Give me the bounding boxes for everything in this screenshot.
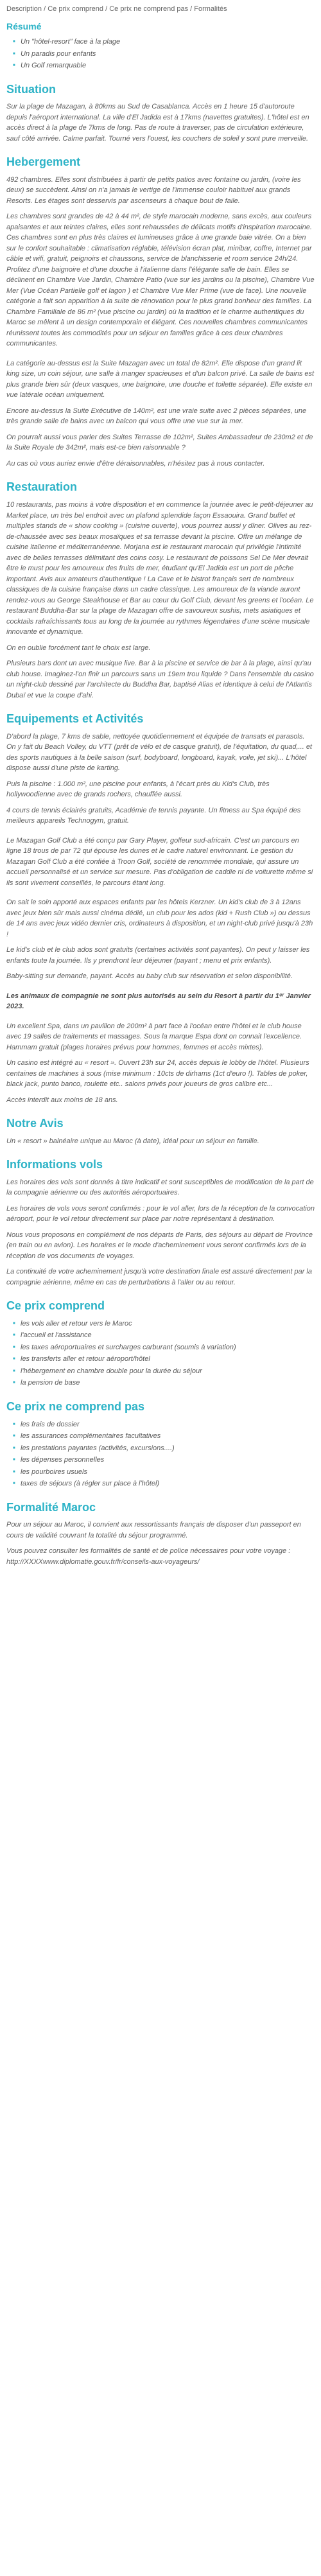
hebergement-p5: On pourrait aussi vous parler des Suites Terrasse de 102m², Suites Ambassadeur de 230m2 et de la Suite Royale de 342m², mais est-ce bien raisonnable ? xyxy=(6,433,313,452)
vols-p3: Nous vous proposons en complément de nos départs de Paris, des séjours au départ de Province (en train ou en avion). Les horaires et le mode d'acheminement vous seront confirmés lors de la réception de vos documents de voyages. xyxy=(6,1231,313,1260)
equipements-p2: Puis la piscine : 1.000 m², une piscine pour enfants, à l'écart près du Kid's Club, très hollywoodienne avec de grands rochers, chauffée aussi. xyxy=(6,780,270,799)
equipements-p4: Le Mazagan Golf Club a été conçu par Gary Player, golfeur sud-africain. C'est un parcours en ligne 18 trous de par 72 qui épouse les dunes et le cadre naturel environnant. Le gestion du Mazagan Golf Club a été confiée à Troon Golf, société de renommée mondiale, qui assure un accueil personnalisé et un service sur mesure. Pas d'obligation de caddie ni de voiturette même si ils sont vivement conseillés, le parcours étant long. xyxy=(6,836,313,887)
vols-p1: Les horaires des vols sont donnés à titre indicatif et sont susceptibles de modification de la part de la compagnie aérienne ou des autorités aéroportuaires. xyxy=(6,1178,314,1197)
hebergement-p1: 492 chambres. Elles sont distribuées à partir de petits patios avec fontaine ou jardin, (voire les deux) se succèdent. Ainsi on n'a jamais le vertige de l'immense couloir habituel aux grands Resorts. Les étages sont desservis par ascenseurs à chaque bout de faile. xyxy=(6,175,301,205)
vols-p4: La continuité de votre acheminement jusqu'à votre destination finale est assuré directement par la compagnie aérienne, même en cas de perturbations à l'aller ou au retour. xyxy=(6,1268,312,1286)
tab-bar: Description / Ce prix comprend / Ce prix ne comprend pas / Formalités xyxy=(6,5,227,13)
notre-avis-title: Notre Avis xyxy=(6,1117,64,1130)
restauration-p2: On en oublie forcément tant le choix est large. xyxy=(6,644,151,652)
ce-prix-comprend-title: Ce prix comprend xyxy=(6,1299,105,1313)
list-item: ■ les frais de dossier xyxy=(21,1419,315,1430)
hebergement-p4: Encore au-dessus la Suite Exécutive de 140m², est une vraie suite avec 2 pièces séparées, une très grande salle de bains avec un balcon qui vous offre une vue sur la mer. xyxy=(6,407,307,426)
list-item: ■ Un Golf remarquable xyxy=(21,60,315,71)
list-item: ■ les assurances complémentaires facultatives xyxy=(21,1431,315,1442)
list-item: ■ les taxes aéroportuaires et surcharges carburant (soumis à variation) xyxy=(21,1342,315,1353)
formalites-p1: Pour un séjour au Maroc, il convient aux ressortissants français de disposer d'un passeport en cours de validité couvrant la totalité du séjour programmé. xyxy=(6,1521,301,1539)
list-item: ■ l'hébergement en chambre double pour la durée du séjour xyxy=(21,1366,315,1377)
tab-ce-prix-comprend[interactable]: Ce prix comprend xyxy=(48,5,104,13)
ce-prix-ne-comprend-pas-title: Ce prix ne comprend pas xyxy=(6,1399,145,1413)
hebergement-p6: Au cas où vous auriez envie d'être déraisonnables, n'hésitez pas à nous contacter. xyxy=(6,459,265,468)
equipements-p7: Baby-sitting sur demande, payant. Accès au baby club sur réservation et selon disponibilité. xyxy=(6,972,293,981)
list-item: ■ les transferts aller et retour aéroport/hôtel xyxy=(21,1354,315,1365)
list-item: ■ les vols aller et retour vers le Maroc xyxy=(21,1319,315,1329)
restauration-p1: 10 restaurants, pas moins à votre disposition et en commence la journée avec le petit-déjeuner au Market place, un très bel endroit avec un plafond splendide façon Essaouira. Grand buffet et multiples stands de « show cooking » (cuisine ouverte), vous pourrez aussi y dîner. Olives au rez-de-chaussée avec ses beaux mosaïques et sa terrasse devant la piscine. Offre un mélange de cuisine italienne et méditerranéenne. Morjana est le restaurant marocain qui privilégie l'intimité avec de belles terrasses délimitant des coins cosy. Le restaurant de poissons Sel De Mer devrait être le must pour les amoureux des fruits de mer, étudiant qu'El Jadida est un port de pêche important. Avis aux amateurs d'authentique ! La Cave et le bistrot français sert de nombreux classiques de la cuisine française dans un cadre classique. Les amoureux de la viande auront rendez-vous au George Steakhouse et Bar au cœur du Golf Club, devant les greens et l'océan. Le restaurant Buddha-Bar sur la plage de Mazagan offre de savoureux sushis, mets asiatiques et cocktails rafraîchissants tous au long de la journée au rythmes légendaires d'une scène musicale innovante et dynamique. xyxy=(6,501,314,636)
restauration-title: Restauration xyxy=(6,480,78,494)
resume-list xyxy=(6,37,315,71)
hebergement-p2: Les chambres sont grandes de 42 à 44 m², de style marocain moderne, sans excès, aux couleurs apaisantes et aux teintes claires, elles sont rehaussées de délicats motifs d'inspiration marocaine. Ces chambres sont en plus très claires et lumineuses grâce à une grande baie vitrée. On a bien sur le confort souhaitable : climatisation réglable, télévision écran plat, minibar, coffre, Internet par câble et wifi, gratuit, peignoirs et chaussons, service de blanchisserie et room service 24h/24. Profitez d'une baignoire et d'une douche à l'italienne dans l'élégante salle de bain. Elles se déclinent en Chambre Vue Jardin, Chambre Patio (vue sur les jardins ou la piscine), Chambre Vue Mer (Vue Océan Partielle golf et lagon ) et Chambre Vue Mer Prime (vue de face). Une nouvelle catégorie a fait son apparition à la suite de rénovation pour le plus grand bonheur des familles. La Chambre Familiale de 86 m² (vue piscine ou jardin) où la tradition et le charme authentiques du Maroc se mêlent à un design contemporain et élégant. Ces nouvelles chambres communicantes réunissent toutes les commodités pour un séjour en familles grâce à ces deux chambres communicantes. xyxy=(6,213,315,348)
tab-description[interactable]: Description xyxy=(6,5,42,13)
equipements-p3: 4 cours de tennis éclairés gratuits, Académie de tennis payante. Un fitness au Spa équipé des meilleurs appareils Technogym, gratuit. xyxy=(6,806,301,825)
list-item: ■ taxes de séjours (à régler sur place à l'hôtel) xyxy=(21,1478,315,1489)
list-item: ■ les pourboires usuels xyxy=(21,1467,315,1478)
equipements-p8: Les animaux de compagnie ne sont plus autorisés au sein du Resort à partir du 1ᵉʳ Janvier 2023. xyxy=(6,992,311,1011)
list-item: ■ les dépenses personnelles xyxy=(21,1455,315,1466)
equipements-p10: Un casino est intégré au « resort ». Ouvert 23h sur 24, accès depuis le lobby de l'hôtel. Plusieurs centaines de machines à sous (mise minimum : 10cts de dirhams (1ct d'euro !). Tables de poker, black jack, punto banco, roulette etc.. salons privés pour joueurs de gros calibre etc... xyxy=(6,1059,309,1089)
equipements-p1: D'abord la plage, 7 kms de sable, nettoyée quotidiennement et équipée de transats et parasols. On y fait du Beach Volley, du VTT (prêt de vélo et de casque gratuit), de l'équitation, du quad,... et des sports nautiques à la belle saison (surf, bodyboard, longboard, kayak, voile, jet ski)... L'hôtel dispose aussi d'une piste de karting. xyxy=(6,732,312,773)
informations-vols-title: Informations vols xyxy=(6,1158,103,1171)
formalites-p2: Vous pouvez consulter les formalités de santé et de police nécessaires pour votre voyage : http://XXXXwww.diplomatie.gouv.fr/fr/conseils-aux-voyageurs/ xyxy=(6,1547,291,1566)
equipements-p11: Accès interdit aux moins de 18 ans. xyxy=(6,1096,118,1104)
situation-title: Situation xyxy=(6,82,56,96)
situation-text: Sur la plage de Mazagan, à 80kms au Sud de Casablanca. Accès en 1 heure 15 d'autoroute depuis l'aéroport international. La ville d'El Jadida est à 17kms (navettes gratuites). L'hôtel est en accès direct à la plage de 7kms de long. Pas de route à traverser, pas de circulation extérieure, sauf côté arrivée. Calme parfait. Tourné vers l'ouest, les couchers de soleil y sont pure merveille. xyxy=(6,103,309,143)
equipements-p9: Un excellent Spa, dans un pavillon de 200m² à part face à l'océan entre l'hôtel et le club house avec 19 salles de traitements et massages. Sous la marque Espa dont on connait l'excellence. Hammam gratuit (plages horaires prévus pour hommes, femmes et accès mixtes). xyxy=(6,1022,302,1051)
list-item: ■ les prestations payantes (activités, excursions....) xyxy=(21,1443,315,1454)
restauration-p3: Plusieurs bars dont un avec musique live. Bar à la piscine et service de bar à la plage, ainsi qu'au club house. Imaginez-l'on finir un parcours sans un 19em trou liquide ? Dans l'ensemble du casino un night-club dessiné par l'architecte du Buddha Bar, baptisé Alias et identique à celui de l'Atlantis Dubaï et vue la coupe d'ahi. xyxy=(6,660,314,699)
list-item: ■ la pension de base xyxy=(21,1378,315,1389)
formalites-title: Formalité Maroc xyxy=(6,1500,96,1514)
tab-ce-prix-ne-comprend-pas[interactable]: Ce prix ne comprend pas xyxy=(109,5,189,13)
ce-prix-ne-comprend-pas-list xyxy=(6,1419,315,1489)
notre-avis-text: Un « resort » balnéaire unique au Maroc (à date), idéal pour un séjour en famille. xyxy=(6,1137,259,1145)
equipements-p5: On sait le soin apporté aux espaces enfants par les hôtels Kerzner. Un kid's club de 3 à 12ans avec jeux bien sûr mais aussi cinéma dédié, un club pour les ados (kid + Rush Club ») ou dessus de 14 ans avec jeux vidéo dernier cris, ordinateurs à disposition, et un night-club privé jusqu'à 23h ! xyxy=(6,898,313,938)
vols-p2: Les horaires de vols vous seront confirmés : pour le vol aller, lors de la réception de la convocation aéroport, pour le vol retour directement sur place par notre représentant à destination. xyxy=(6,1204,315,1223)
list-item: ■ l'accueil et l'assistance xyxy=(21,1330,315,1341)
ce-prix-comprend-list xyxy=(6,1319,315,1389)
equipements-title: Equipements et Activités xyxy=(6,712,144,726)
resume-title: Résumé xyxy=(6,21,42,31)
hebergement-p3: La catégorie au-dessus est la Suite Mazagan avec un total de 82m². Elle dispose d'un grand lit king size, un coin séjour, une salle à manger spacieuses et d'un balcon privé. La salle de bains est plus grande bien sûr (deux vasques, une baignoire, une douche et toilette séparée). Elle existe en vue latérale océan uniquement. xyxy=(6,359,315,399)
tab-formalites[interactable]: Formalités xyxy=(194,5,227,13)
equipements-p6: Le kid's club et le club ados sont gratuits (certaines activités sont payantes). On peut y laisser les enfants toute la journée. Ils y prendront leur déjeuner (payant ; menu et prix enfants). xyxy=(6,946,310,965)
list-item: ■ Un "hôtel-resort" face à la plage xyxy=(21,37,315,48)
hebergement-title: Hebergement xyxy=(6,155,81,169)
list-item: ■ Un paradis pour enfants xyxy=(21,49,315,60)
